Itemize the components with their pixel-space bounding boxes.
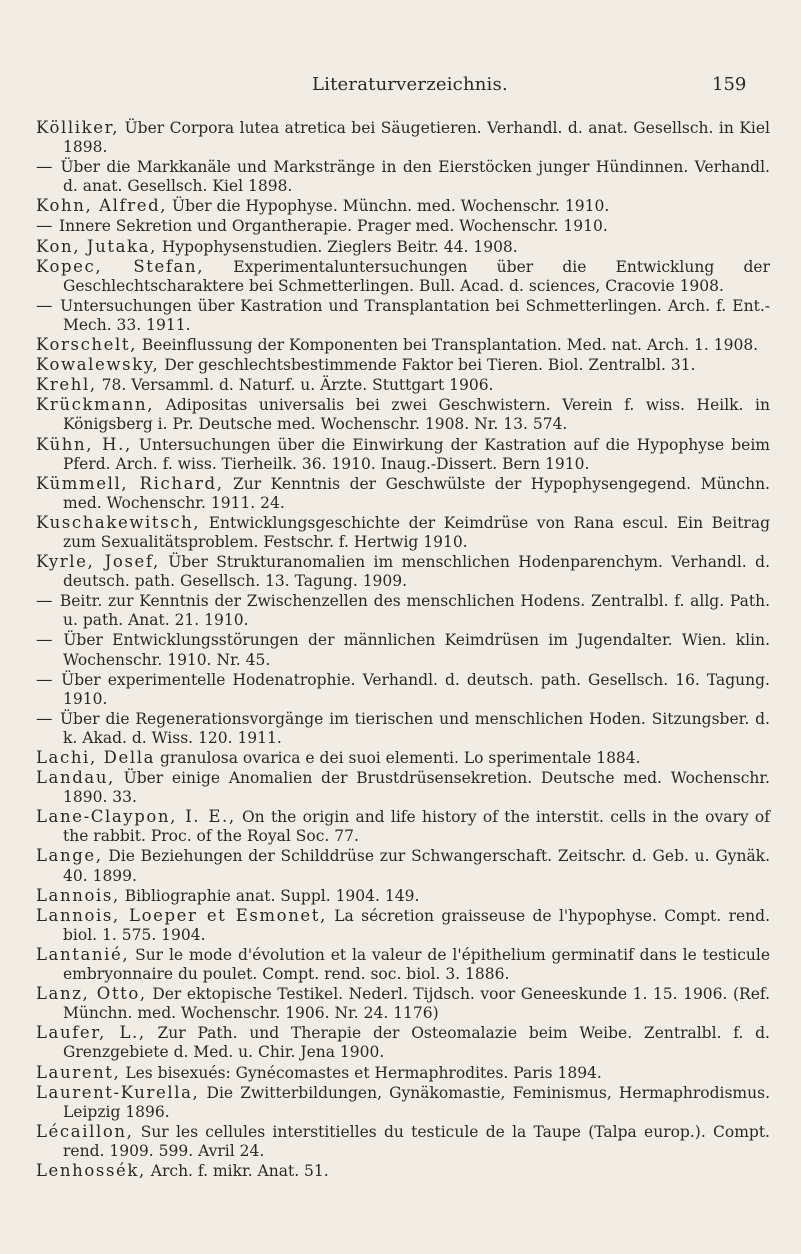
- entry-author: Laurent,: [36, 1062, 121, 1082]
- entry-text: Bibliographie anat. Suppl. 1904. 149.: [119, 886, 420, 905]
- entry-author: Lanz, Otto,: [36, 984, 147, 1004]
- bibliography-entry: [36, 157, 770, 196]
- entry-text: On the origin and life history of the interstit. cells in the ovary of the rabbit. Proc. of the Royal Soc. 77.: [63, 808, 770, 846]
- entry-text: Die Zwitterbildungen, Gynäkomastie, Feminismus, Hermaphrodismus. Leipzig 1896.: [63, 1083, 770, 1121]
- entry-author: Lachi, Della: [36, 748, 156, 767]
- bibliography-entry: [36, 1083, 770, 1122]
- entry-author: Lane-Claypon, I. E.,: [36, 807, 236, 827]
- bibliography-entry: [36, 237, 770, 257]
- entry-author: Laufer, L.,: [36, 1023, 146, 1043]
- bibliography-entry: [36, 474, 770, 513]
- entry-text: Sur les cellules interstitielles du testicule de la Taupe (Talpa europ.). Compt. rend. 1909. 599. Avril 24.: [63, 1122, 770, 1160]
- entry-author: Krehl,: [36, 375, 97, 395]
- entry-author: Lannois,: [36, 885, 120, 905]
- entry-text: Beeinflussung der Komponenten bei Transplantation. Med. nat. Arch. 1. 1908.: [136, 336, 759, 355]
- entry-author: —: [36, 630, 55, 650]
- entry-author: —: [36, 295, 55, 315]
- entry-text: Adipositas universalis bei zwei Geschwistern. Verein f. wiss. Heilk. in Königsberg i. Pr. Deutsche med. Wochenschr. 1908. Nr. 13. 574.: [63, 396, 770, 434]
- bibliography-entry: [36, 196, 770, 216]
- entry-author: Kowalewsky,: [36, 355, 160, 375]
- bibliography-entry: [36, 118, 770, 157]
- bibliography-entry: [36, 335, 770, 355]
- entry-author: —: [36, 591, 55, 611]
- bibliography-entry: [36, 630, 770, 669]
- running-title: Literaturverzeichnis.: [312, 74, 508, 95]
- bibliography-entry: [36, 216, 770, 236]
- entry-author: Laurent-Kurella,: [36, 1082, 200, 1102]
- entry-text: Über die Markkanäle und Markstränge in den Eierstöcken junger Hündinnen. Verhandl. d. anat. Gesellsch. Kiel 1898.: [54, 158, 770, 196]
- entry-text: granulosa ovarica e dei suoi elementi. Lo sperimentale 1884.: [155, 749, 641, 767]
- entry-author: Landau,: [36, 768, 115, 788]
- entry-text: Der geschlechtsbestimmende Faktor bei Tieren. Biol. Zentralbl. 31.: [159, 356, 696, 375]
- bibliography-entry: [36, 1063, 770, 1083]
- bibliography-entry: [36, 945, 770, 984]
- entry-author: Lécaillon,: [36, 1121, 134, 1141]
- entry-author: Kölliker,: [36, 118, 120, 137]
- entry-text: Untersuchungen über Kastration und Transplantation bei Schmetterlingen. Arch. f. Ent.-Mech. 33. 1911.: [54, 296, 770, 334]
- bibliography-entry: [36, 375, 770, 395]
- entry-text: Arch. f. mikr. Anat. 51.: [145, 1161, 329, 1180]
- entry-text: Les bisexués: Gynécomastes et Hermaphrodites. Paris 1894.: [120, 1063, 602, 1082]
- bibliography-entry: [36, 807, 770, 846]
- bibliography-entry: [36, 257, 770, 296]
- entry-author: Kümmell, Richard,: [36, 473, 224, 493]
- entry-author: Kühn, H.,: [36, 434, 132, 454]
- entry-text: Über Corpora lutea atretica bei Säugetieren. Verhandl. d. anat. Gesellsch. in Kiel 1898.: [63, 119, 770, 157]
- entry-author: —: [36, 708, 55, 728]
- entry-text: Hypophysenstudien. Zieglers Beitr. 44. 1908.: [156, 237, 518, 256]
- entry-author: Lenhossék,: [36, 1160, 146, 1180]
- entry-text: Experimentaluntersuchungen über die Entwicklung der Geschlechtscharaktere bei Schmetterlingen. Bull. Acad. d. sciences, Cracovie 1908.: [63, 257, 770, 295]
- bibliography-entry: [36, 1122, 770, 1161]
- bibliography-entry: [36, 1161, 770, 1181]
- bibliography-entry: [36, 591, 770, 630]
- bibliography-entry: [36, 906, 770, 945]
- entry-text: Die Beziehungen der Schilddrüse zur Schwangerschaft. Zeitschr. d. Geb. u. Gynäk. 40. 1899.: [63, 847, 770, 885]
- entry-author: —: [36, 157, 55, 177]
- entry-author: Lange,: [36, 846, 103, 866]
- bibliography-entry: [36, 748, 770, 768]
- entry-author: Kuschakewitsch,: [36, 512, 201, 532]
- bibliography-entry: [36, 1023, 770, 1062]
- entry-text: Über experimentelle Hodenatrophie. Verhandl. d. deutsch. path. Gesellsch. 16. Tagung. 1910.: [54, 670, 770, 708]
- bibliography-entry: [36, 670, 770, 709]
- page-number: 159: [712, 74, 747, 95]
- entry-author: —: [36, 669, 55, 689]
- bibliography-entry: [36, 984, 770, 1023]
- entry-author: Korschelt,: [36, 335, 137, 355]
- entry-text: Über Strukturanomalien im menschlichen Hodenparenchym. Verhandl. d. deutsch. path. Gesellsch. 13. Tagung. 1909.: [63, 553, 770, 591]
- entry-author: Krückmann,: [36, 395, 155, 415]
- entry-text: Innere Sekretion und Organtherapie. Prager med. Wochenschr. 1910.: [54, 217, 608, 236]
- page-header: [0, 74, 801, 104]
- entry-text: Entwicklungsgeschichte der Keimdrüse von Rana escul. Ein Beitrag zum Sexualitätsproblem. Festschr. f. Hertwig 1910.: [63, 513, 770, 551]
- entry-text: Untersuchungen über die Einwirkung der Kastration auf die Hypophyse beim Pferd. Arch. f. wiss. Tierheilk. 36. 1910. Inaug.-Dissert. Bern 1910.: [63, 435, 770, 473]
- entry-text: Über die Hypophyse. Münchn. med. Wochenschr. 1910.: [167, 197, 610, 216]
- entry-text: Zur Path. und Therapie der Osteomalazie beim Weibe. Zentralbl. f. d. Grenzgebiete d. Med. u. Chir. Jena 1900.: [63, 1024, 770, 1062]
- entry-author: Kon, Jutaka,: [36, 236, 157, 256]
- bibliography-entry: [36, 435, 770, 474]
- bibliography-list: [36, 118, 770, 1181]
- entry-author: —: [36, 216, 55, 236]
- entry-text: Über einige Anomalien der Brustdrüsensekretion. Deutsche med. Wochenschr. 1890. 33.: [63, 769, 770, 807]
- bibliography-entry: [36, 768, 770, 807]
- bibliography-entry: [36, 552, 770, 591]
- entry-author: Lannois, Loeper et Esmonet,: [36, 905, 327, 925]
- entry-text: Beitr. zur Kenntnis der Zwischenzellen des menschlichen Hodens. Zentralbl. f. allg. Path. u. path. Anat. 21. 1910.: [54, 592, 770, 630]
- bibliography-entry: [36, 513, 770, 552]
- entry-author: Kohn, Alfred,: [36, 196, 168, 216]
- entry-text: Sur le mode d'évolution et la valeur de l'épithelium germinatif dans le testicule embryonnaire du poulet. Compt. rend. soc. biol. 3. 1886.: [63, 945, 770, 984]
- entry-text: Zur Kenntnis der Geschwülste der Hypophysengegend. Münchn. med. Wochenschr. 1911. 24.: [63, 474, 770, 512]
- bibliography-entry: [36, 355, 770, 375]
- bibliography-entry: [36, 886, 770, 906]
- bibliography-entry: [36, 395, 770, 434]
- entry-author: Kopec, Stefan,: [36, 256, 205, 276]
- entry-text: Über Entwicklungsstörungen der männlichen Keimdrüsen im Jugendalter. Wien. klin. Wochenschr. 1910. Nr. 45.: [54, 631, 770, 669]
- entry-author: Lantanié,: [36, 944, 130, 964]
- bibliography-entry: [36, 296, 770, 335]
- entry-author: Kyrle, Josef,: [36, 552, 160, 572]
- entry-text: La sécretion graisseuse de l'hypophyse. Compt. rend. biol. 1. 575. 1904.: [63, 906, 770, 944]
- bibliography-entry: [36, 846, 770, 885]
- bibliography-entry: [36, 709, 770, 748]
- entry-text: 78. Versamml. d. Naturf. u. Ärzte. Stuttgart 1906.: [96, 376, 494, 395]
- entry-text: Über die Regenerationsvorgänge im tierischen und menschlichen Hoden. Sitzungsber. d. k. Akad. d. Wiss. 120. 1911.: [54, 709, 770, 747]
- entry-text: Der ektopische Testikel. Nederl. Tijdsch. voor Geneeskunde 1. 15. 1906. (Ref. Münchn. med. Wochenschr. 1906. Nr. 24. 1176): [63, 985, 770, 1023]
